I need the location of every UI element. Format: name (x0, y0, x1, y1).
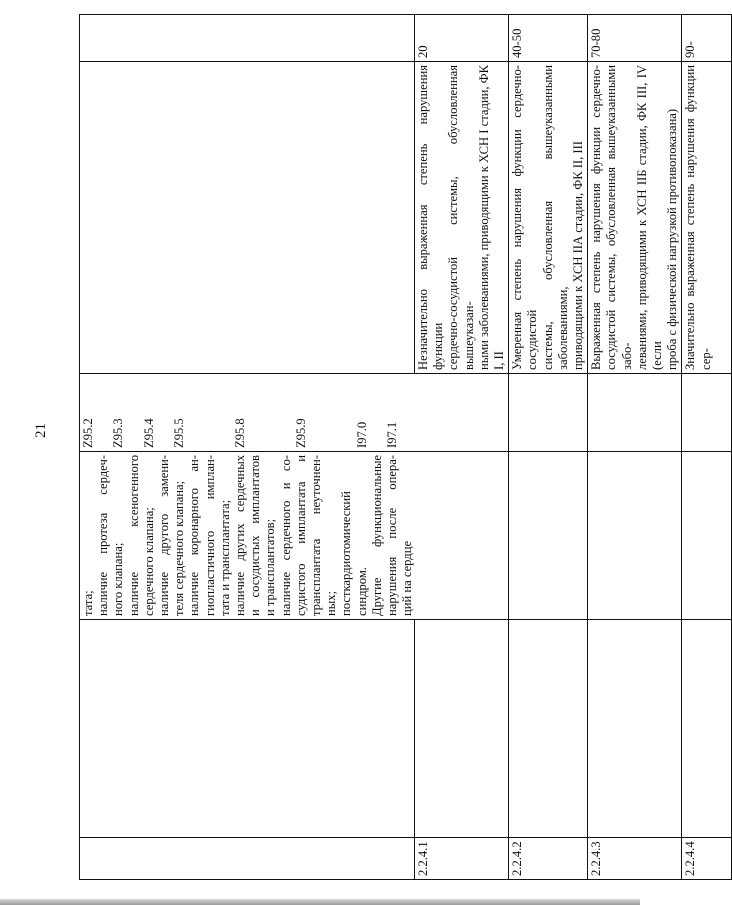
criterion-code: 2.2.4.4 (682, 838, 732, 880)
description-line: Незначительно выраженная степень нарушения функции (416, 65, 446, 370)
description-line: ными заболеваниями, приводящими к ХСН I стадии, ФК I, II (476, 65, 507, 370)
criterion-code: 2.2.4.3 (588, 838, 682, 880)
icd-cell-empty (509, 374, 588, 452)
description-line: приводящими к ХСН IIА стадии, ФК II, III (571, 140, 586, 370)
icd-cell-empty (682, 374, 732, 452)
conditions-cell-empty (588, 452, 682, 620)
condition-line: наличие сердечного и со- (278, 455, 293, 616)
condition-line: трансплантата неуточнен- (309, 455, 324, 616)
icd-code: Z95.4 (141, 418, 156, 448)
criterion-percent: 90- (682, 15, 732, 62)
name-cell-empty (682, 620, 732, 838)
condition-line: нарушения после опера- (385, 455, 400, 616)
description-line: Выраженная степень нарушения функции сердечно- (589, 65, 604, 370)
conditions-cell-empty (682, 452, 732, 620)
criterion-percent: 40-50 (509, 15, 588, 62)
table-row (588, 15, 682, 880)
icd-code: I97.0 (354, 421, 369, 448)
name-cell-empty (588, 620, 682, 838)
description-line: Умеренная степень нарушения функции сердечно-сосудистой (510, 65, 540, 370)
name-cell-empty (509, 620, 588, 838)
condition-line: посткардиотомический (339, 491, 354, 616)
conditions-cell-empty (509, 452, 588, 620)
criterion-code: 2.2.4.2 (509, 838, 588, 880)
criterion-description (509, 62, 588, 374)
description-line: проба с физической нагрузкой противопоказана) (665, 108, 680, 370)
criterion-code: 2.2.4.1 (415, 838, 509, 880)
table-row (80, 15, 415, 880)
description-line: сердечно-сосудистой системы, обусловленная вышеуказан- (446, 65, 476, 370)
condition-line: Другие функциональные (369, 455, 384, 616)
table-row (682, 15, 732, 880)
description-line: Значительно выраженная степень нарушения функции сер- (683, 65, 713, 370)
condition-line: синдром. (354, 567, 369, 616)
name-cell-empty (80, 620, 415, 838)
table-row (509, 15, 588, 880)
condition-line: ного клапана; (111, 542, 126, 616)
condition-line: гиопластичного имплан- (202, 455, 217, 616)
icd-code: Z95.2 (81, 418, 95, 448)
condition-line: тата и трансплантата; (217, 499, 232, 616)
page-number: 21 (33, 423, 49, 438)
description-line: системы, обусловленная вышеуказанными заболеваниями, (540, 65, 570, 370)
icd-code: Z95.5 (172, 418, 187, 448)
condition-line: наличие других сердечных (233, 455, 248, 616)
disability-criteria-table (79, 14, 732, 880)
icd-cell-empty (588, 374, 682, 452)
condition-line: судистого имплантата и (293, 455, 308, 616)
rotated-table-wrapper (79, 15, 713, 880)
condition-line: и трансплантатов; (263, 518, 278, 616)
criterion-description (588, 62, 682, 374)
condition-line: ных; (324, 591, 339, 616)
description-line: леваниями, приводящими к ХСН IIБ стадии, ФК III, IV (если (634, 65, 665, 370)
description-line: сосудистой системы, обусловленная вышеуказанными забо- (604, 65, 634, 370)
conditions-cell (80, 452, 509, 620)
criterion-description (415, 62, 509, 374)
icd-code: I97.1 (384, 421, 399, 448)
criterion-percent: 70-80 (588, 15, 682, 62)
icd-code: Z95.9 (293, 418, 308, 448)
description-cell-empty (80, 62, 415, 374)
condition-line: и сосудистых имплантатов (248, 455, 263, 616)
criterion-description (682, 62, 732, 374)
condition-line: тата; (81, 590, 95, 616)
page-bottom-edge (0, 899, 640, 905)
percent-cell-empty (80, 15, 415, 62)
name-cell-empty (415, 620, 509, 838)
condition-line: наличие коронарного ан- (187, 455, 202, 616)
condition-line: ций на сердце (400, 540, 415, 616)
condition-line: наличие другого замени- (157, 455, 172, 616)
icd-code: Z95.8 (232, 418, 247, 448)
criterion-percent: 20 (415, 15, 509, 62)
condition-line: теля сердечного клапана; (172, 480, 187, 616)
icd-codes-cell (80, 374, 509, 452)
code-cell-empty (80, 838, 415, 880)
condition-line: сердечного клапана; (141, 507, 156, 616)
condition-line: наличие протеза сердеч- (96, 455, 111, 616)
icd-code: Z95.3 (111, 418, 126, 448)
condition-line: наличие ксеногенного (126, 455, 141, 616)
